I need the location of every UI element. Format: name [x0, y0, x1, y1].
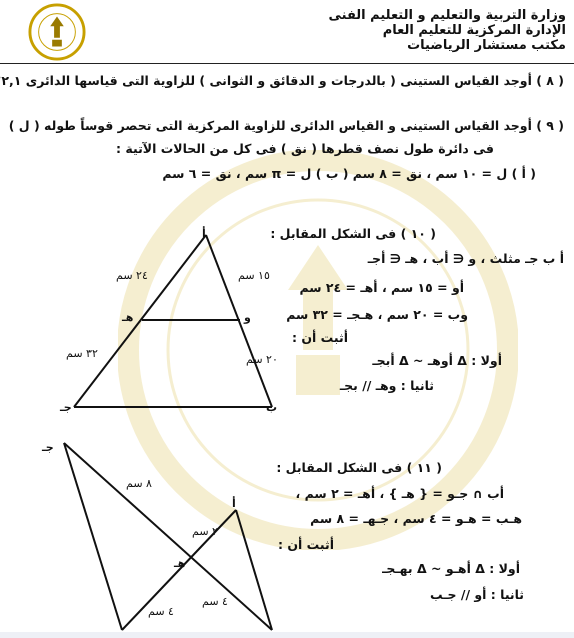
question-11-prove: أثبت أن :: [278, 537, 334, 552]
length-eb-label: ٤ سم: [202, 595, 228, 608]
vertex-b-label: ب: [266, 401, 278, 414]
question-10-prove-1: أولا : Δ أوهـ ~ Δ أبجـ: [372, 353, 502, 368]
vertex-a-label: أ: [202, 227, 206, 240]
length-ce-label: ٨ سم: [126, 477, 152, 490]
question-11-given-1: أب ∩ جـو = { هـ } ، أهـ = ٢ سم ،: [295, 486, 504, 501]
question-9-line-2: فى دائرة طول نصف قطرها ( نق ) فى كل من الحالات الآتية :: [116, 141, 494, 156]
length-ae-label: ٢ سم: [192, 525, 218, 538]
vertex-a-label: أ: [232, 497, 236, 510]
vertex-c-label: جـ: [42, 441, 54, 454]
header-line-ministry: وزارة التربية والتعليم و التعليم الفنى: [328, 8, 566, 23]
question-10-prove: أثبت أن :: [292, 330, 348, 345]
question-10-prove-2: ثانيا : وهـ // بجـ: [339, 378, 434, 393]
question-11-intersecting-figure: [40, 435, 300, 635]
intersection-e-label: هـ: [174, 557, 186, 570]
question-10-given-2: أو = ١٥ سم ، أهـ = ٢٤ سم: [299, 280, 464, 295]
question-11-given-2: هـب = هـو = ٤ سم ، جـهـ = ٨ سم: [310, 511, 522, 526]
header-line-office: مكتب مستشار الرياضيات: [407, 38, 566, 53]
page-header: [206, 8, 566, 53]
ministry-seal-icon: [28, 3, 86, 61]
length-db-label: ٢٠ سم: [246, 353, 278, 366]
length-ec-label: ٣٢ سم: [66, 347, 98, 360]
length-ed-label: ٤ سم: [148, 605, 174, 618]
question-9-line-1: ( ٩ ) أوجد القياس الستينى و القياس الدائرى للزاوية المركزية التى تحصر قوساً طوله ( ل ): [8, 118, 564, 133]
question-11-title: ( ١١ ) فى الشكل المقابل :: [276, 460, 442, 475]
question-10-given-3: وب = ٢٠ سم ، هـجـ = ٣٢ سم: [286, 307, 468, 322]
question-8: ( ٨ ) أوجد القياس الستينى ( بالدرجات و الدقائق و الثوانى ) للزاوية التى قياسها الدائرى ٢,١: [1, 73, 564, 88]
length-ad-label: ١٥ سم: [238, 269, 270, 282]
question-11-prove-2: ثانيا : أو // جـب: [430, 587, 524, 602]
page-bottom-strip: [0, 632, 574, 638]
vertex-e-label: هـ: [122, 311, 134, 324]
question-11-prove-1: أولا : Δ أهـو ~ Δ بهـجـ: [382, 561, 520, 576]
question-9-line-3: ( أ ) ل = ١٠ سم ، نق = ٨ سم ( ب ) ل = π سم ، نق = ٦ سم: [162, 166, 536, 181]
length-ae-label: ٢٤ سم: [116, 269, 148, 282]
header-line-department: الإدارة المركزية للتعليم العام: [382, 23, 566, 38]
question-10-title: ( ١٠ ) فى الشكل المقابل :: [270, 226, 436, 241]
vertex-c-label: جـ: [60, 401, 72, 414]
header-divider: [0, 63, 574, 64]
question-10-triangle-figure: [60, 225, 290, 420]
question-10-given-1: أ ب جـ مثلث ، و ∈ أب ، هـ ∈ أجـ: [367, 251, 564, 266]
vertex-d-label: و: [244, 311, 251, 324]
